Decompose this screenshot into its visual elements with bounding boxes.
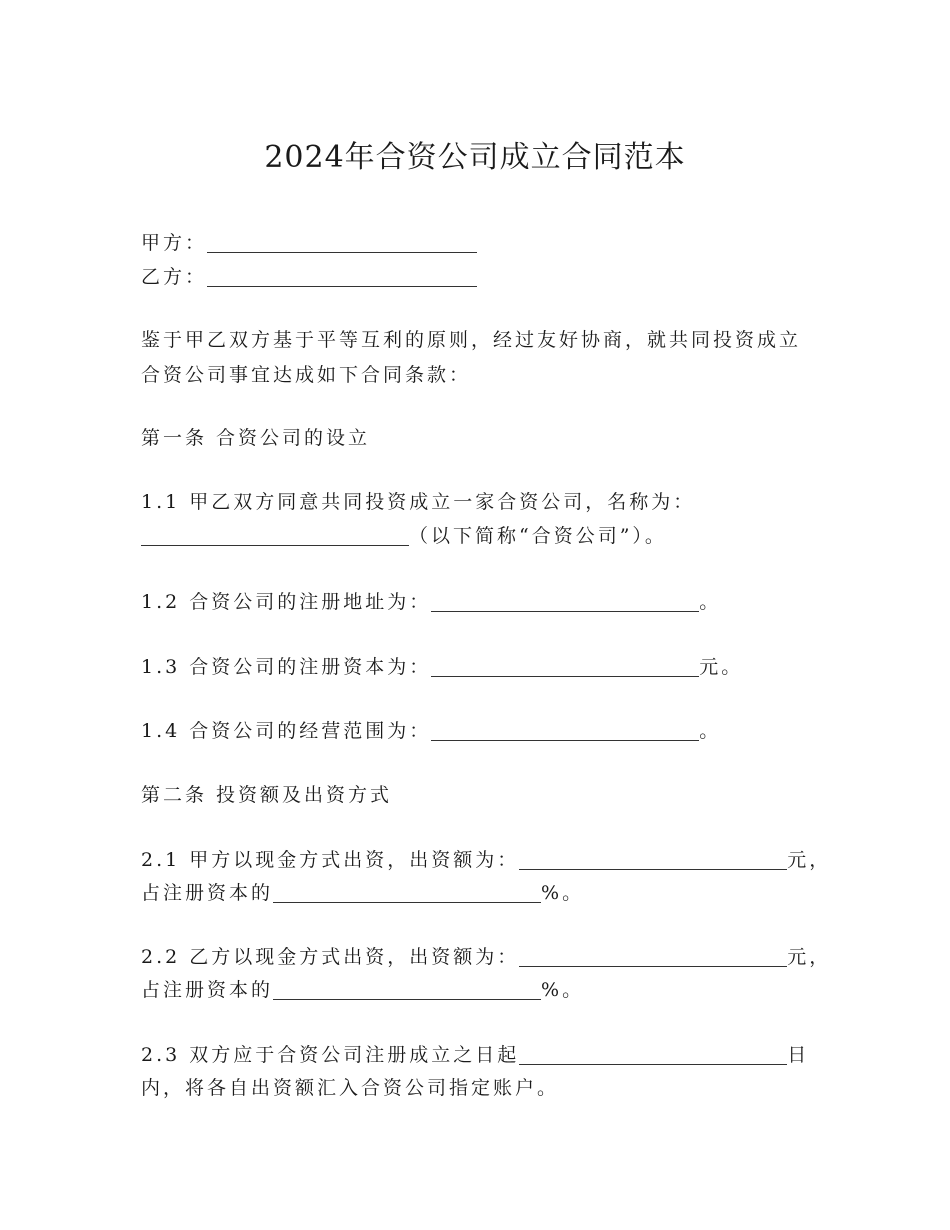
clause-2-3-line-2: 内，将各自出资额汇入合资公司指定账户。 [141, 1077, 560, 1099]
clause-1-3-suffix: 元。 [699, 656, 744, 678]
clause-2-3-text: 2.3 双方应于合资公司注册成立之日起 [141, 1044, 520, 1066]
party-a-blank[interactable] [207, 232, 477, 253]
clause-1-1-line-1: 1.1 甲乙双方同意共同投资成立一家合资公司，名称为： [141, 491, 696, 513]
party-b-blank[interactable] [207, 266, 477, 287]
clause-2-2-line-2-text: 占注册资本的 [141, 979, 274, 1001]
clause-2-3-suffix: 日 [787, 1044, 810, 1066]
clause-2-2-line-2-suffix: %。 [541, 979, 585, 1001]
party-a-label: 甲方： [141, 232, 208, 254]
clause-1-1-line-2 [141, 521, 667, 551]
clause-1-4 [141, 716, 721, 746]
page-title: 2024年合资公司成立合同范本 [264, 140, 686, 175]
clause-1-3-text: 1.3 合资公司的注册资本为： [141, 656, 432, 678]
payment-days-blank[interactable] [519, 1044, 787, 1065]
clause-1-2 [141, 587, 721, 617]
party-b-percent-blank[interactable] [273, 979, 541, 1000]
party-a-amount-blank[interactable] [519, 849, 787, 870]
clause-2-2-suffix: 元， [787, 946, 832, 968]
clause-1-4-text: 1.4 合资公司的经营范围为： [141, 720, 432, 742]
clause-1-2-text: 1.2 合资公司的注册地址为： [141, 591, 432, 613]
clause-2-2-line-2 [141, 975, 584, 1005]
clause-1-3 [141, 652, 743, 682]
party-b-label: 乙方： [141, 266, 208, 288]
clause-2-2-line-1 [141, 942, 831, 972]
article-2-heading: 第二条 投资额及出资方式 [141, 784, 393, 806]
party-b-amount-blank[interactable] [519, 946, 787, 967]
clause-2-2-text: 2.2 乙方以现金方式出资，出资额为： [141, 946, 520, 968]
party-b-line [141, 262, 477, 292]
clause-2-3-line-1 [141, 1040, 809, 1070]
article-1-heading: 第一条 合资公司的设立 [141, 427, 371, 449]
business-scope-blank[interactable] [431, 720, 699, 741]
party-a-line [141, 228, 477, 258]
clause-1-1-suffix: （以下简称“合资公司”）。 [409, 525, 667, 547]
clause-2-1-text: 2.1 甲方以现金方式出资，出资额为： [141, 849, 520, 871]
clause-2-1-line-1 [141, 845, 831, 875]
preamble-line-2: 合资公司事宜达成如下合同条款： [141, 364, 472, 386]
preamble-line-1: 鉴于甲乙双方基于平等互利的原则，经过友好协商，就共同投资成立 [141, 329, 802, 351]
clause-1-4-suffix: 。 [699, 720, 722, 742]
registered-address-blank[interactable] [431, 591, 699, 612]
clause-1-2-suffix: 。 [699, 591, 722, 613]
clause-2-1-suffix: 元， [787, 849, 832, 871]
party-a-percent-blank[interactable] [273, 882, 541, 903]
clause-2-1-line-2-text: 占注册资本的 [141, 882, 274, 904]
clause-2-1-line-2 [141, 878, 584, 908]
clause-2-1-line-2-suffix: %。 [541, 882, 585, 904]
registered-capital-blank[interactable] [431, 656, 699, 677]
company-name-blank[interactable] [141, 525, 409, 546]
